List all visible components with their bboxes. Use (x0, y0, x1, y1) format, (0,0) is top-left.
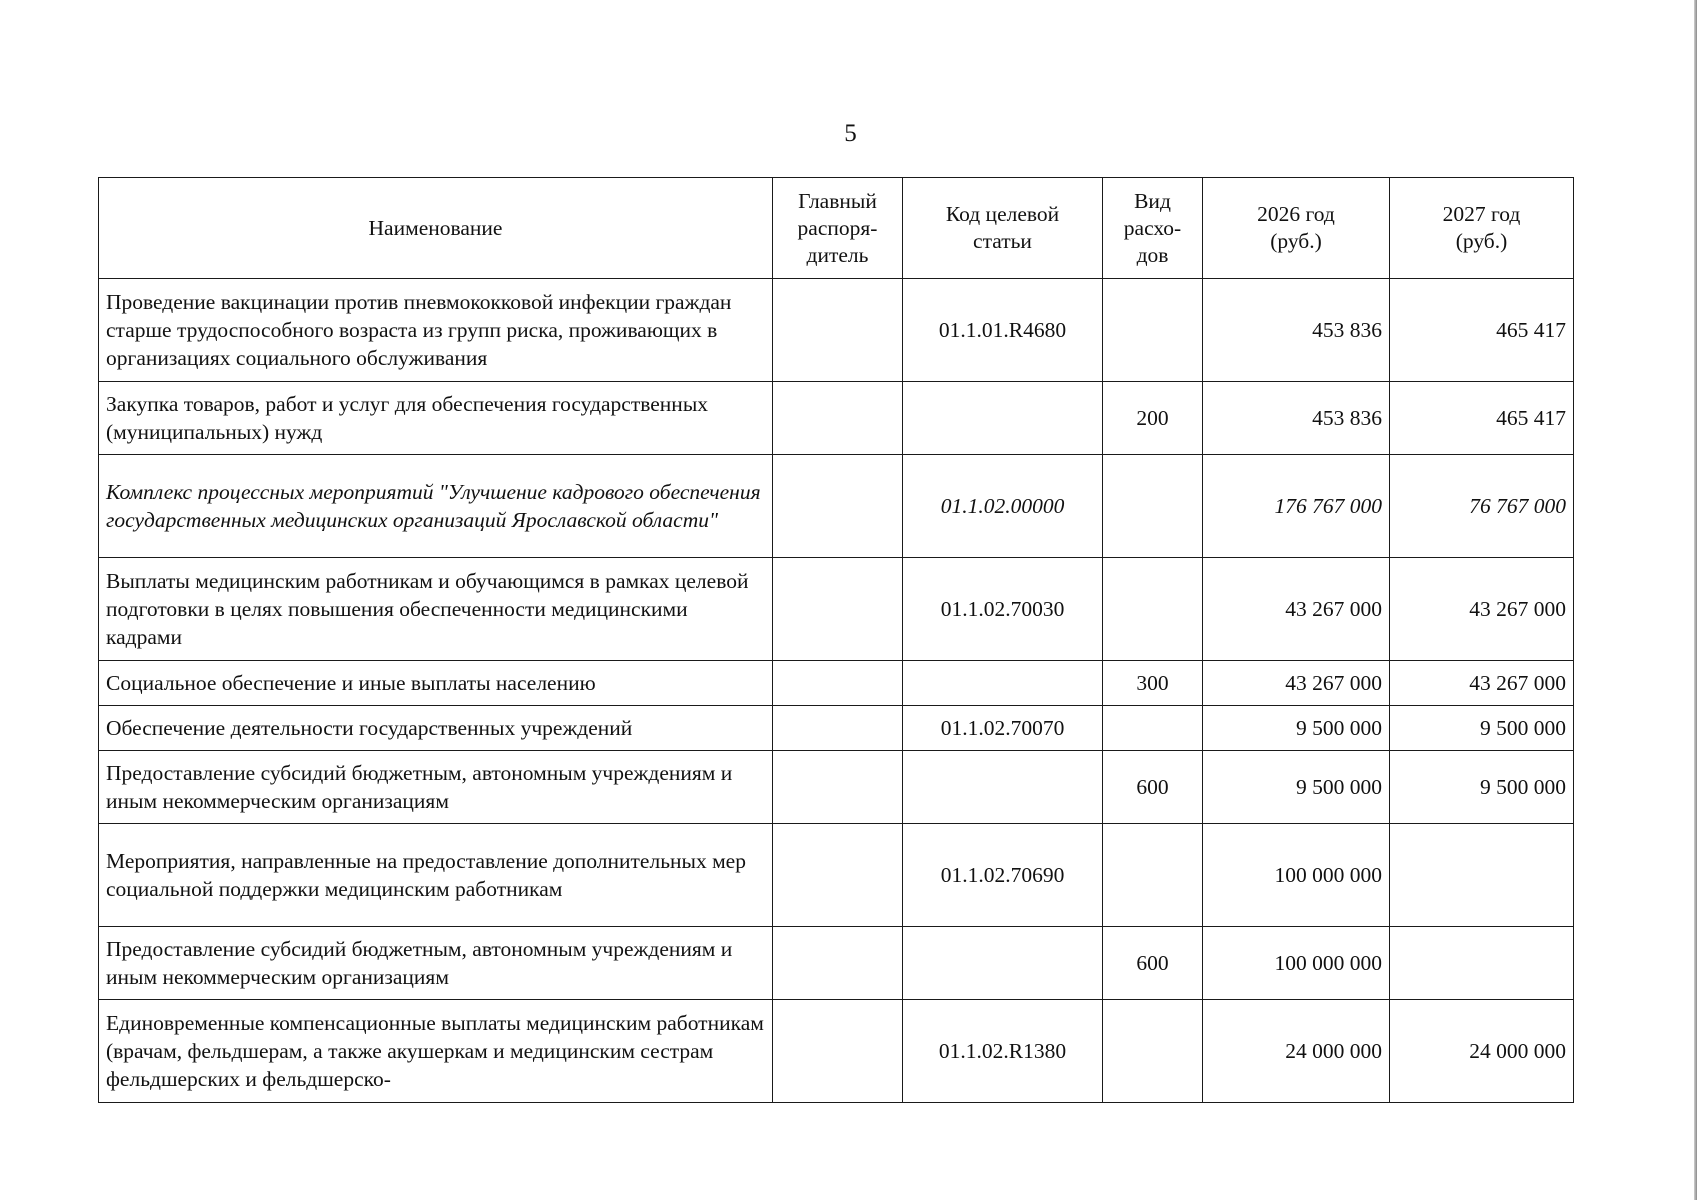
cell-target-code: 01.1.02.00000 (903, 455, 1103, 558)
table-row (99, 279, 1574, 382)
budget-table (98, 177, 1574, 1103)
cell-amount-2027: 76 767 000 (1390, 455, 1574, 558)
cell-chief-manager (773, 751, 903, 824)
header-2026 (1203, 178, 1390, 279)
cell-amount-2026: 9 500 000 (1203, 751, 1390, 824)
table-row (99, 824, 1574, 927)
cell-amount-2027: 24 000 000 (1390, 1000, 1574, 1103)
cell-amount-2026: 9 500 000 (1203, 706, 1390, 751)
cell-expense-type (1103, 1000, 1203, 1103)
cell-target-code: 01.1.02.70690 (903, 824, 1103, 927)
cell-amount-2026: 24 000 000 (1203, 1000, 1390, 1103)
table-row (99, 1000, 1574, 1103)
cell-chief-manager (773, 382, 903, 455)
cell-chief-manager (773, 1000, 903, 1103)
cell-expense-type (1103, 706, 1203, 751)
header-2027 (1390, 178, 1574, 279)
cell-name: Единовременные компенсационные выплаты медицинским работникам (врачам, фельдшерам, а также акушеркам и медицинским сестрам фельдшерских и фельдшерско- (99, 1000, 773, 1103)
cell-expense-type: 600 (1103, 927, 1203, 1000)
header-target-code (903, 178, 1103, 279)
cell-chief-manager (773, 824, 903, 927)
table-row (99, 661, 1574, 706)
cell-amount-2027: 465 417 (1390, 382, 1574, 455)
cell-amount-2027: 43 267 000 (1390, 558, 1574, 661)
cell-chief-manager (773, 279, 903, 382)
cell-chief-manager (773, 661, 903, 706)
table-row (99, 382, 1574, 455)
cell-amount-2026: 100 000 000 (1203, 824, 1390, 927)
cell-target-code: 01.1.02.70070 (903, 706, 1103, 751)
cell-name: Обеспечение деятельности государственных учреждений (99, 706, 773, 751)
cell-amount-2027 (1390, 927, 1574, 1000)
cell-amount-2027: 43 267 000 (1390, 661, 1574, 706)
cell-amount-2026: 43 267 000 (1203, 661, 1390, 706)
table-row (99, 927, 1574, 1000)
header-2026-label: 2026 год (руб.) (1257, 202, 1335, 253)
cell-amount-2026: 453 836 (1203, 382, 1390, 455)
cell-target-code: 01.1.01.R4680 (903, 279, 1103, 382)
cell-target-code (903, 927, 1103, 1000)
cell-name: Мероприятия, направленные на предоставление дополнительных мер социальной поддержки медицинским работникам (99, 824, 773, 927)
cell-chief-manager (773, 455, 903, 558)
cell-amount-2026: 453 836 (1203, 279, 1390, 382)
table-row (99, 751, 1574, 824)
cell-amount-2027: 465 417 (1390, 279, 1574, 382)
table-header-row (99, 178, 1574, 279)
cell-expense-type (1103, 558, 1203, 661)
table-row (99, 455, 1574, 558)
cell-expense-type (1103, 455, 1203, 558)
page-number: 5 (844, 120, 857, 147)
table-row (99, 706, 1574, 751)
cell-expense-type: 300 (1103, 661, 1203, 706)
cell-target-code (903, 661, 1103, 706)
cell-name: Закупка товаров, работ и услуг для обеспечения государственных (муниципальных) нужд (99, 382, 773, 455)
header-chief-manager (773, 178, 903, 279)
cell-amount-2026: 176 767 000 (1203, 455, 1390, 558)
cell-name: Предоставление субсидий бюджетным, автономным учреждениям и иным некоммерческим организациям (99, 751, 773, 824)
header-2027-label: 2027 год (руб.) (1442, 202, 1521, 253)
cell-name: Социальное обеспечение и иные выплаты населению (99, 661, 773, 706)
cell-expense-type (1103, 824, 1203, 927)
table-row (99, 558, 1574, 661)
cell-name: Комплекс процессных мероприятий "Улучшение кадрового обеспечения государственных медицинских организаций Ярославской области" (99, 455, 773, 558)
cell-expense-type (1103, 279, 1203, 382)
cell-target-code (903, 382, 1103, 455)
header-name: Наименование (99, 178, 773, 279)
table-body (99, 279, 1574, 1103)
header-chief-manager-label: Главный распоря-дитель (797, 188, 878, 267)
header-expense-type (1103, 178, 1203, 279)
cell-expense-type: 200 (1103, 382, 1203, 455)
cell-expense-type: 600 (1103, 751, 1203, 824)
cell-target-code: 01.1.02.70030 (903, 558, 1103, 661)
cell-name: Проведение вакцинации против пневмококковой инфекции граждан старше трудоспособного возраста из групп риска, проживающих в организациях социального обслуживания (99, 279, 773, 382)
cell-name: Выплаты медицинским работникам и обучающимся в рамках целевой подготовки в целях повышения обеспеченности медицинскими кадрами (99, 558, 773, 661)
cell-amount-2026: 43 267 000 (1203, 558, 1390, 661)
cell-chief-manager (773, 706, 903, 751)
cell-amount-2027: 9 500 000 (1390, 706, 1574, 751)
cell-target-code (903, 751, 1103, 824)
cell-amount-2027: 9 500 000 (1390, 751, 1574, 824)
cell-name: Предоставление субсидий бюджетным, автономным учреждениям и иным некоммерческим организациям (99, 927, 773, 1000)
cell-chief-manager (773, 558, 903, 661)
cell-amount-2026: 100 000 000 (1203, 927, 1390, 1000)
header-expense-type-label: Вид расхо-дов (1123, 188, 1182, 267)
header-target-code-label: Код целевой статьи (945, 202, 1060, 253)
cell-target-code: 01.1.02.R1380 (903, 1000, 1103, 1103)
cell-chief-manager (773, 927, 903, 1000)
cell-amount-2027 (1390, 824, 1574, 927)
